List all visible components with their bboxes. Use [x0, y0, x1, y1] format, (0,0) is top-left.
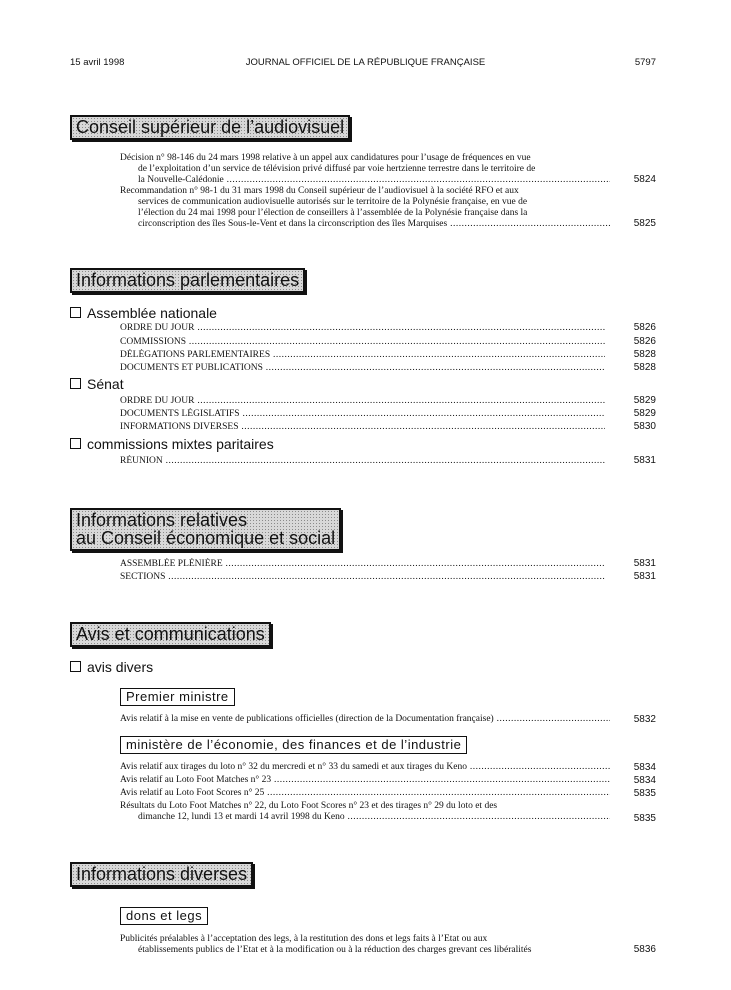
eco-result-line-2-text: dimanche 12, lundi 13 et mardi 14 avril 1998 du Keno	[138, 812, 345, 822]
eco-entry[interactable]	[120, 775, 610, 786]
sub-cmp	[70, 437, 274, 452]
section-title-csa	[70, 115, 350, 140]
toc-item[interactable]	[120, 322, 605, 335]
sub-an	[70, 306, 217, 321]
toc-item-label: SECTIONS	[120, 572, 166, 582]
checkbox-icon	[70, 438, 81, 449]
eco-entry[interactable]	[120, 788, 610, 799]
eco-entry-line	[120, 762, 610, 773]
section-title-ces	[70, 508, 341, 551]
ministry-title-eco-text: ministère de l’économie, des finances et de l’industrie	[126, 737, 462, 752]
csa-entry-1-line-3	[120, 175, 610, 186]
csa-entry-1-line-1: Décision n° 98-146 du 24 mars 1998 relative à un appel aux candidatures pour l’usage de fréquences en vue	[120, 153, 531, 163]
sub-avis-divers-label: avis divers	[87, 659, 154, 675]
eco-result-page: 5835	[633, 813, 656, 824]
ministry-title-pm	[120, 688, 235, 706]
toc-item-label: RÉUNION	[120, 456, 163, 466]
toc-item-label: ORDRE DU JOUR	[120, 396, 195, 406]
toc-item-page: 5829	[633, 408, 656, 419]
dons-entry-page: 5836	[633, 944, 656, 955]
sub-senat	[70, 377, 124, 392]
checkbox-icon	[70, 307, 81, 318]
sub-avis-divers	[70, 660, 153, 675]
csa-entry-1[interactable]	[120, 153, 610, 186]
csa-entry-1-line-3-text: la Nouvelle-Calédonie	[138, 175, 224, 185]
toc-item[interactable]	[120, 455, 605, 468]
pm-entry-line	[120, 714, 610, 725]
toc-item[interactable]	[120, 421, 605, 434]
ministry-title-dons	[120, 907, 208, 925]
eco-entry-text: Avis relatif au Loto Foot Scores n° 25	[120, 788, 265, 798]
ministry-title-pm-text: Premier ministre	[126, 689, 229, 704]
ministry-title-dons-text: dons et legs	[126, 908, 203, 923]
toc-item-label: DOCUMENTS LÉGISLATIFS	[120, 409, 240, 419]
toc-item[interactable]	[120, 571, 605, 584]
eco-result-entry[interactable]	[120, 801, 610, 823]
sub-senat-label: Sénat	[87, 376, 124, 392]
eco-entry-page: 5835	[633, 788, 656, 799]
eco-result-line-1: Résultats du Loto Foot Matches n° 22, du Loto Foot Scores n° 23 et des tirages n° 29 du loto et des	[120, 801, 498, 811]
sub-an-label: Assemblée nationale	[87, 305, 217, 321]
eco-entry-text: Avis relatif aux tirages du loto n° 32 du mercredi et n° 33 du samedi et aux tirages du Keno	[120, 762, 467, 772]
eco-entry-page: 5834	[633, 775, 656, 786]
section-title-ces-line-1: Informations relatives	[76, 510, 248, 530]
toc-item-label: ORDRE DU JOUR	[120, 323, 195, 333]
pm-entry-text: Avis relatif à la mise en vente de publications officielles (direction de la Documentation française)	[120, 714, 494, 724]
toc-item-label: DÉLÉGATIONS PARLEMENTAIRES	[120, 350, 271, 360]
dons-entry[interactable]	[120, 934, 610, 956]
toc-item-page: 5828	[633, 362, 656, 373]
section-title-divers	[70, 862, 253, 887]
checkbox-icon	[70, 661, 81, 672]
toc-item-label: INFORMATIONS DIVERSES	[120, 422, 239, 432]
toc-item[interactable]	[120, 558, 605, 571]
ministry-title-eco	[120, 736, 467, 754]
eco-entry-page: 5834	[633, 762, 656, 773]
toc-item[interactable]	[120, 395, 605, 408]
section-title-ces-line-2: au Conseil économique et social	[76, 528, 336, 548]
dons-entry-line-2: établissements publics de l’Etat et à la modification ou à la réduction des charges grevant ces libéralités	[138, 945, 532, 955]
section-title-parl	[70, 268, 305, 293]
toc-item-label: ASSEMBLÉE PLÉNIÈRE	[120, 559, 223, 569]
csa-entry-2[interactable]	[120, 186, 610, 230]
toc-item-page: 5830	[633, 421, 656, 432]
eco-entry-line	[120, 788, 610, 799]
csa-entry-2-page: 5825	[633, 218, 656, 229]
toc-item-page: 5831	[633, 455, 656, 466]
section-title-avis	[70, 622, 271, 647]
toc-item-label: DOCUMENTS ET PUBLICATIONS	[120, 363, 263, 373]
section-title-csa-text: Conseil supérieur de l’audiovisuel	[76, 117, 345, 137]
csa-entry-2-line-4-text: circonscription des îles Sous-le-Vent et dans la circonscription des îles Marquises	[138, 219, 448, 229]
csa-entry-1-page: 5824	[633, 174, 656, 185]
eco-result-line-2	[120, 812, 610, 823]
csa-entry-2-line-3: l’élection du 24 mai 1998 pour l’élection de conseillers à l’assemblée de la Polynésie française dans la	[138, 208, 528, 218]
pm-entry-page: 5832	[633, 714, 656, 725]
dons-entry-line-1: Publicités préalables à l’acceptation des legs, à la restitution des dons et legs faits à l’Etat ou aux	[120, 934, 488, 944]
pm-entry[interactable]	[120, 714, 610, 725]
header-date: 15 avril 1998	[70, 57, 125, 68]
toc-item-page: 5828	[633, 349, 656, 360]
csa-entry-2-line-2: services de communication audiovisuelle autorisés sur le territoire de la Polynésie française, en vue de	[138, 197, 528, 207]
section-title-avis-text: Avis et communications	[76, 624, 265, 644]
toc-item-page: 5831	[633, 558, 656, 569]
toc-item[interactable]	[120, 362, 605, 375]
csa-entry-2-line-4	[120, 219, 610, 230]
section-title-divers-text: Informations diverses	[76, 864, 248, 884]
eco-entry[interactable]	[120, 762, 610, 773]
toc-item-page: 5831	[633, 571, 656, 582]
toc-item[interactable]	[120, 408, 605, 421]
header-title: JOURNAL OFFICIEL DE LA RÉPUBLIQUE FRANÇAISE	[245, 57, 486, 68]
csa-entry-2-line-1: Recommandation n° 98-1 du 31 mars 1998 du Conseil supérieur de l’audiovisuel à la société RFO et aux	[120, 186, 519, 196]
sub-cmp-label: commissions mixtes paritaires	[87, 436, 274, 452]
header-page-number: 5797	[634, 57, 656, 68]
toc-item-label: COMMISSIONS	[120, 337, 186, 347]
section-title-parl-text: Informations parlementaires	[76, 270, 300, 290]
eco-entry-text: Avis relatif au Loto Foot Matches n° 23	[120, 775, 272, 785]
checkbox-icon	[70, 378, 81, 389]
eco-entry-line	[120, 775, 610, 786]
toc-item-page: 5829	[633, 395, 656, 406]
csa-entry-1-line-2: de l’exploitation d’un service de télévision privé diffusé par voie hertzienne terrestre dans le territoire de	[138, 164, 536, 174]
toc-item-page: 5826	[633, 322, 656, 333]
toc-item[interactable]	[120, 336, 605, 349]
toc-item-page: 5826	[633, 336, 656, 347]
toc-item[interactable]	[120, 349, 605, 362]
